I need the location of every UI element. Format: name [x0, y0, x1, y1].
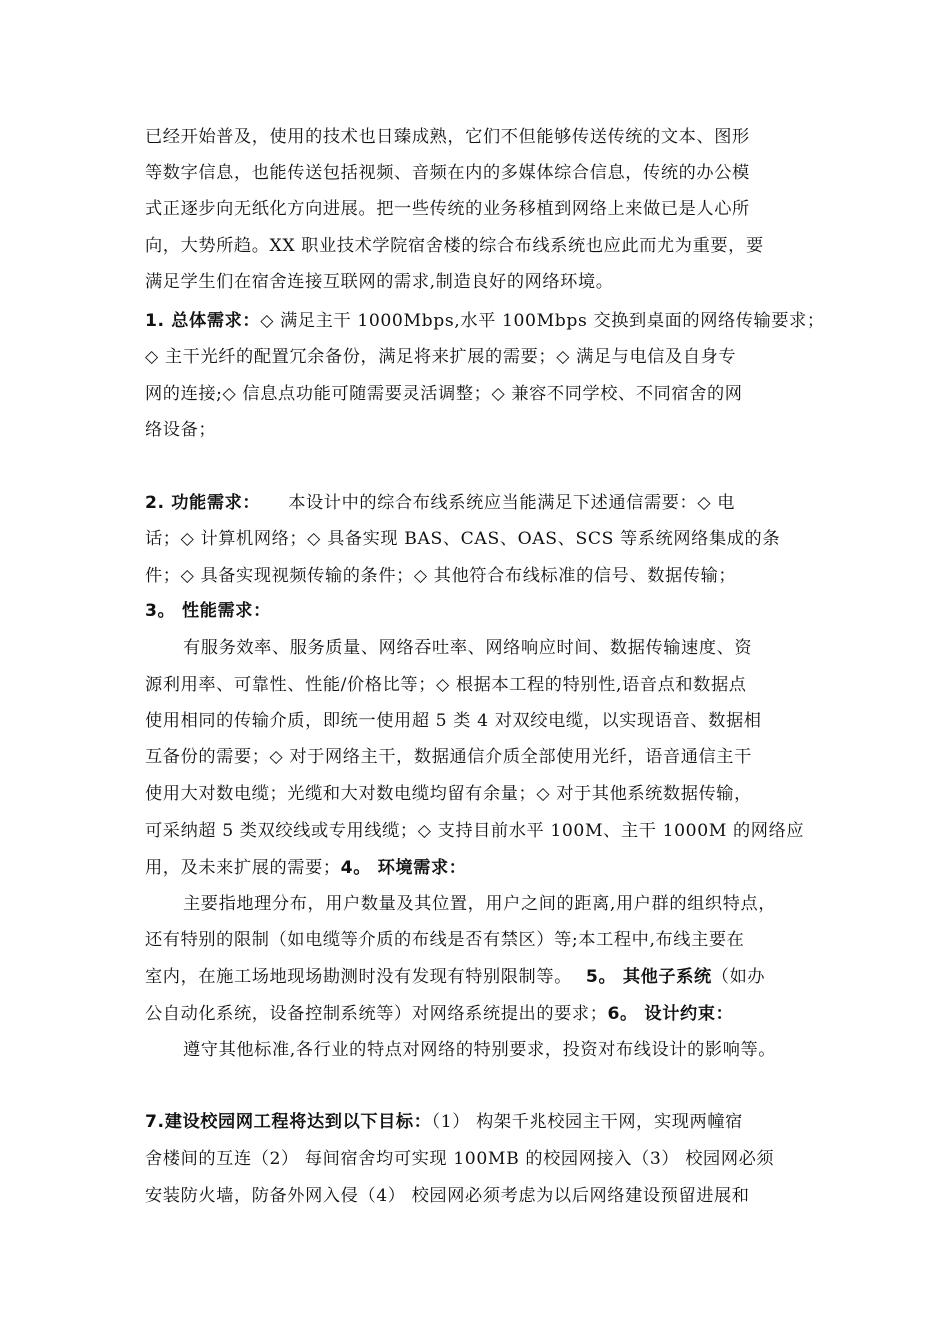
section-1-line: ◇ 主干光纤的配置冗余备份，满足将来扩展的需要；◇ 满足与电信及自身专: [145, 347, 737, 367]
section-7-line: 舍楼间的互连（2） 每间宿舍均可实现 100MB 的校园网接入（3） 校园网必须: [145, 1149, 775, 1169]
section-4-text: 室内，在施工场地现场勘测时没有发现有特别限制等。: [145, 967, 572, 987]
section-7-heading: 7.建设校园网工程将达到以下目标：: [145, 1112, 432, 1132]
section-3-text: 用，及未来扩展的需要；: [145, 858, 341, 878]
section-6-heading: 6。 设计约束：: [607, 1004, 734, 1024]
section-5-text: 公自动化系统，设备控制系统等）对网络系统提出的要求；: [145, 1004, 608, 1024]
section-5-last-line: [145, 1003, 733, 1025]
section-2-text: 本设计中的综合布线系统应当能满足下述通信需要：◇ 电: [288, 493, 736, 513]
intro-line: 等数字信息，也能传送包括视频、音频在内的多媒体综合信息，传统的办公模: [145, 163, 750, 183]
section-5-text: （如办: [711, 967, 766, 987]
section-6-line: 遵守其他标准,各行业的特点对网络的特别要求，投资对布线设计的影响等。: [183, 1040, 777, 1060]
section-7-text: （1） 构架千兆校园主干网，实现两幢宿: [431, 1112, 743, 1132]
section-1-line: 网的连接;◇ 信息点功能可随需要灵活调整；◇ 兼容不同学校、不同宿舍的网: [145, 384, 743, 404]
section-1-line: 络设备；: [145, 420, 217, 440]
section-3-last-line: [145, 857, 467, 879]
section-7-line: 安装防火墙，防备外网入侵（4） 校园网必须考虑为以后网络建设预留进展和: [145, 1186, 750, 1206]
section-3-line: 可采纳超 5 类双绞线或专用线缆；◇ 支持目前水平 100M、主干 1000M 的网络应: [145, 821, 805, 841]
section-2-heading: 2. 功能需求：: [145, 493, 261, 513]
section-3-heading: 3。 性能需求：: [145, 601, 271, 621]
intro-line: 式正逐步向无纸化方向进展。把一些传统的业务移植到网络上来做已是人心所: [145, 199, 750, 219]
intro-line: 向，大势所趋。XX 职业技术学院宿舍楼的综合布线系统也应此而尤为重要，要: [145, 236, 764, 256]
section-3-line: 使用相同的传输介质，即统一使用超 5 类 4 对双绞电缆，以实现语音、数据相: [145, 711, 762, 731]
section-3-line: 互备份的需要；◇ 对于网络主干，数据通信介质全部使用光纤，语音通信主干: [145, 747, 752, 767]
section-2-first-line: [145, 492, 735, 514]
section-7-first-line: [145, 1111, 743, 1133]
section-3-line: 使用大对数电缆；光缆和大对数电缆均留有余量；◇ 对于其他系统数据传输，: [145, 784, 752, 804]
section-1-text: ◇ 满足主干 1000Mbps,水平 100Mbps 交换到桌面的网络传输要求；: [260, 311, 825, 331]
section-2-line: 件；◇ 具备实现视频传输的条件；◇ 其他符合布线标准的信号、数据传输；: [145, 566, 737, 586]
section-3-line: 有服务效率、服务质量、网络吞吐率、网络响应时间、数据传输速度、资: [183, 638, 753, 658]
section-1-heading: 1. 总体需求：: [145, 311, 261, 331]
section-4-heading: 4。 环境需求：: [340, 858, 467, 878]
section-3-line: 源利用率、可靠性、性能/价格比等；◇ 根据本工程的特别性,语音点和数据点: [145, 675, 747, 695]
section-5-heading: 5。 其他子系统: [585, 967, 712, 987]
section-2-line: 话；◇ 计算机网络；◇ 具备实现 BAS、CAS、OAS、SCS 等系统网络集成的条: [145, 529, 781, 549]
intro-line: 满足学生们在宿舍连接互联网的需求,制造良好的网络环境。: [145, 272, 614, 292]
section-4-line: 还有特别的限制（如电缆等介质的布线是否有禁区）等;本工程中,布线主要在: [145, 930, 745, 950]
section-1-first-line: [145, 310, 825, 332]
section-4-line: 主要指地理分布，用户数量及其位置，用户之间的距离,用户群的组织特点，: [183, 894, 777, 914]
intro-line: 已经开始普及，使用的技术也日臻成熟，它们不但能够传送传统的文本、图形: [145, 127, 750, 147]
section-4-last-line: [145, 966, 765, 988]
